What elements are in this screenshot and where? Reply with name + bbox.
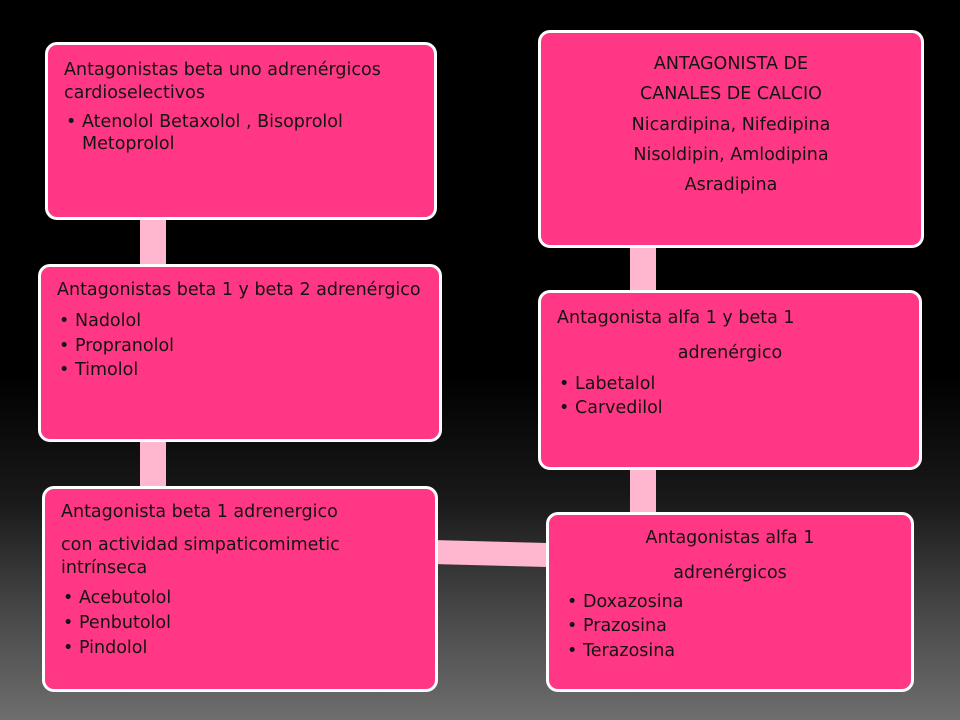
drug-item: • Propranolol	[57, 335, 423, 358]
drug-list	[557, 373, 903, 421]
box-subheading: adrenérgicos	[673, 562, 787, 583]
box-heading: Antagonista beta 1 adrenergico	[61, 502, 338, 522]
drug-item: • Timolol	[57, 359, 423, 382]
drug-item: • Acebutolol	[61, 587, 419, 610]
connector-horizontal	[432, 540, 553, 567]
drug-item: • Labetalol	[557, 373, 903, 396]
drug-list	[565, 591, 895, 663]
box-heading: Antagonista alfa 1 y beta 1	[557, 308, 795, 328]
box-line: Nisoldipin, Amlodipina	[633, 144, 829, 165]
box-subheading: con actividad simpaticomimetic intrínseca	[61, 534, 340, 578]
box-heading: Antagonistas beta uno adrenérgicos cardioselectivos	[64, 60, 381, 103]
connector-left-top	[140, 215, 166, 270]
box-beta1-beta2	[38, 264, 442, 442]
drug-item: • Prazosina	[565, 615, 895, 638]
connector-right-top	[630, 242, 656, 294]
box-alpha1	[546, 512, 914, 692]
box-heading: Antagonistas alfa 1	[645, 528, 815, 548]
box-subheading: adrenérgico	[677, 342, 783, 363]
box-beta1-cardioselective	[45, 42, 437, 220]
drug-item: • Penbutolol	[61, 612, 419, 635]
box-beta1-isa	[42, 486, 438, 692]
box-line: ANTAGONISTA DE	[653, 54, 809, 74]
drug-item: • Carvedilol	[557, 397, 903, 420]
box-heading: Antagonistas beta 1 y beta 2 adrenérgico	[57, 280, 421, 300]
drug-item: • Doxazosina	[565, 591, 895, 614]
box-calcium-channel	[538, 30, 924, 248]
connector-right-bottom	[630, 465, 656, 517]
box-alpha1-beta1	[538, 290, 922, 470]
connector-left-bottom	[140, 438, 166, 490]
box-line: Nicardipina, Nifedipina	[631, 114, 831, 135]
drug-list	[64, 111, 418, 157]
box-line: Asradipina	[684, 175, 778, 195]
drug-item: • Pindolol	[61, 637, 419, 660]
box-line: CANALES DE CALCIO	[640, 84, 822, 105]
drug-list	[61, 587, 419, 659]
drug-item: • Terazosina	[565, 640, 895, 663]
drug-item: • Atenolol Betaxolol , Bisoprolol Metoprolol	[64, 111, 418, 157]
drug-list	[57, 310, 423, 382]
drug-item: • Nadolol	[57, 310, 423, 333]
